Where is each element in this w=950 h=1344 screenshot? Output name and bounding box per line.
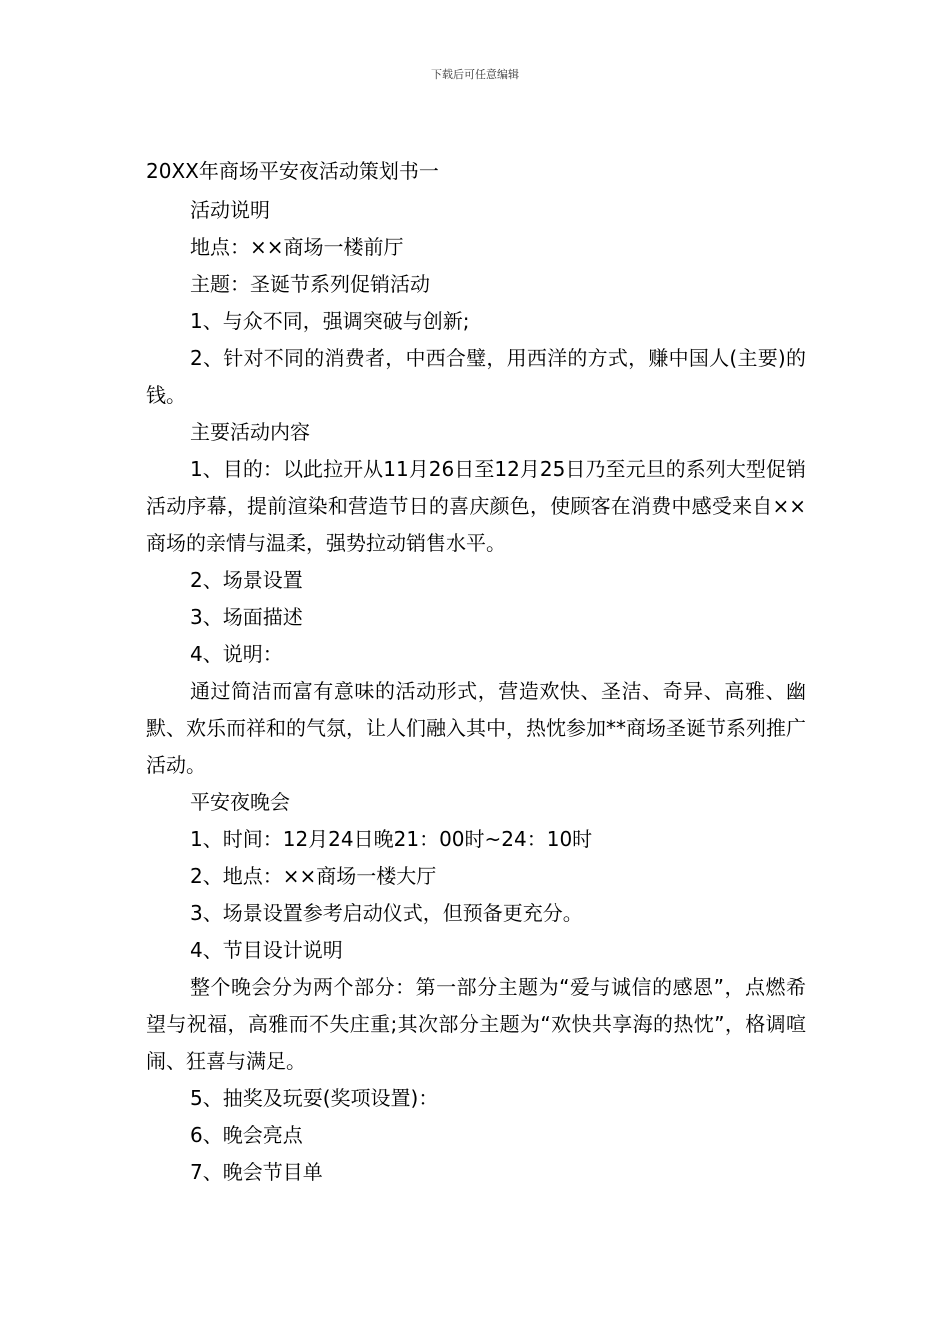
- paragraph: 平安夜晚会: [190, 790, 290, 814]
- paragraph: 5、抽奖及玩耍(奖项设置)：: [190, 1086, 439, 1110]
- paragraph: 2、地点：××商场一楼大厅: [190, 864, 437, 888]
- paragraph: 整个晚会分为两个部分：第一部分主题为“爱与诚信的感恩”，点燃希望与祝福，高雅而不失庄重;其次部分主题为“欢快共享海的热忱”，格调喧闹、狂喜与满足。: [146, 975, 806, 1073]
- paragraph: 3、场面描述: [190, 605, 303, 629]
- paragraph: 2、针对不同的消费者，中西合璧，用西洋的方式，赚中国人(主要)的钱。: [146, 346, 806, 407]
- paragraph: 7、晚会节目单: [190, 1160, 323, 1184]
- page-header: 下载后可任意编辑: [431, 68, 519, 81]
- paragraph: 地点：××商场一楼前厅: [190, 235, 404, 259]
- paragraph: 主题：圣诞节系列促销活动: [190, 272, 430, 296]
- document-body: [146, 156, 806, 1191]
- paragraph: 1、时间：12月24日晚21：00时~24：10时: [190, 827, 593, 851]
- paragraph: 4、说明：: [190, 642, 283, 666]
- paragraph: 4、节目设计说明: [190, 938, 343, 962]
- paragraph: 3、场景设置参考启动仪式，但预备更充分。: [190, 901, 583, 925]
- paragraph: 1、与众不同，强调突破与创新;: [190, 309, 470, 333]
- paragraph: 1、目的：以此拉开从11月26日至12月25日乃至元旦的系列大型促销活动序幕，提前渲染和营造节日的喜庆颜色，使顾客在消费中感受来自××商场的亲情与温柔，强势拉动销售水平。: [146, 457, 806, 555]
- paragraph: 6、晚会亮点: [190, 1123, 303, 1147]
- paragraph: 通过简洁而富有意味的活动形式，营造欢快、圣洁、奇异、高雅、幽默、欢乐而祥和的气氛，让人们融入其中，热忱参加**商场圣诞节系列推广活动。: [146, 679, 806, 777]
- paragraph: 2、场景设置: [190, 568, 303, 592]
- paragraph: 活动说明: [190, 198, 270, 222]
- paragraph: 主要活动内容: [190, 420, 310, 444]
- document-title: 20XX年商场平安夜活动策划书一: [146, 159, 439, 183]
